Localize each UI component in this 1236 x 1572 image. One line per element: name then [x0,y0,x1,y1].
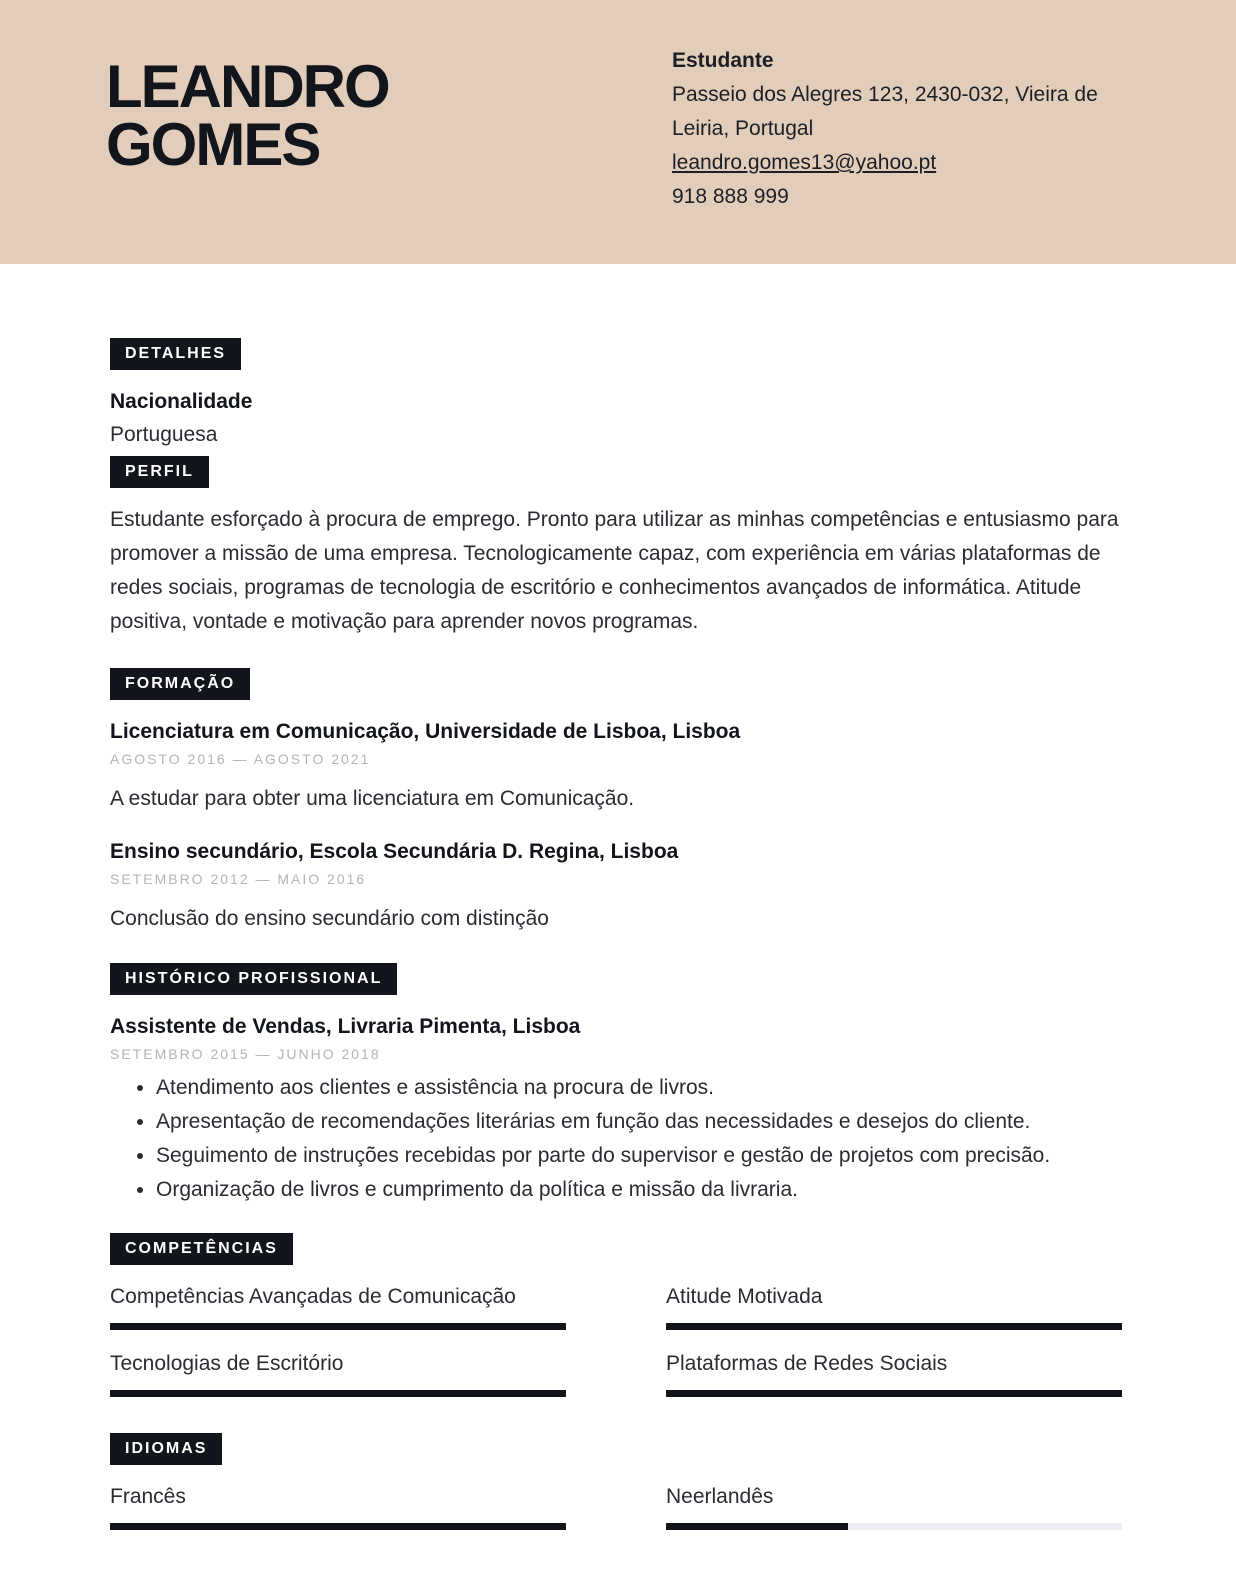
last-name: GOMES [106,111,320,178]
skill-fill [666,1390,1122,1397]
skill-name: Plataformas de Redes Sociais [666,1352,948,1375]
language-fill [110,1523,566,1530]
resume-body [110,338,1122,1530]
education-item [110,836,1122,936]
skills-section [110,1233,1122,1397]
list-item: • Apresentação de recomendações literárias em função das necessidades e desejos do cliente. [156,1105,1122,1139]
skill-name: Competências Avançadas de Comunicação [110,1285,516,1308]
list-item: • Organização de livros e cumprimento da política e missão da livraria. [156,1173,1122,1207]
job-title: Estudante [672,49,774,72]
skill-bar [110,1390,566,1397]
language-name: Francês [110,1485,186,1508]
language-name: Neerlandês [666,1485,774,1508]
skill-bar [110,1323,566,1330]
details-label: DETALHES [110,338,241,370]
employment-section [110,963,1122,1207]
skill-bar [666,1323,1122,1330]
profile-section [110,456,1122,639]
education-dates: SETEMBRO 2012 — MAIO 2016 [110,871,367,887]
education-label: FORMAÇÃO [110,668,250,700]
list-item: • Seguimento de instruções recebidas por parte do supervisor e gestão de projetos com precisão. [156,1139,1122,1173]
skills-grid [110,1281,1122,1397]
candidate-name [106,53,389,178]
skill-fill [666,1323,1122,1330]
employment-bullets [110,1071,1122,1207]
employment-dates: SETEMBRO 2015 — JUNHO 2018 [110,1046,381,1062]
languages-label: IDIOMAS [110,1433,222,1465]
profile-label: PERFIL [110,456,209,488]
language-bar [666,1523,1122,1530]
language-item [110,1481,566,1530]
education-dates: AGOSTO 2016 — AGOSTO 2021 [110,751,371,767]
skill-name: Atitude Motivada [666,1285,823,1308]
first-name: LEANDRO [106,53,389,120]
skill-name: Tecnologias de Escritório [110,1352,344,1375]
nationality-value: Portuguesa [110,423,218,446]
address-line-2: Leiria, Portugal [672,117,814,140]
skill-item [110,1348,566,1397]
skill-bar [666,1390,1122,1397]
skill-item [110,1281,566,1330]
languages-section [110,1433,1122,1530]
contact-block [672,44,1142,214]
skills-label: COMPETÊNCIAS [110,1233,293,1265]
language-bar [110,1523,566,1530]
skill-fill [110,1323,566,1330]
education-heading: Licenciatura em Comunicação, Universidade de Lisboa, Lisboa [110,720,741,743]
education-heading: Ensino secundário, Escola Secundária D. Regina, Lisboa [110,840,679,863]
address-line-1: Passeio dos Alegres 123, 2430-032, Vieira de [672,83,1098,106]
education-item [110,716,1122,816]
profile-text: Estudante esforçado à procura de emprego. Pronto para utilizar as minhas competências e entusiasmo para promover a missão de uma empresa. Tecnologicamente capaz, com experiência em várias plataformas de redes sociais, programas de tecnologia de escritório e conhecimentos avançados de informática. Atitude positiva, vontade e motivação para aprender novos programas. [110,508,1119,633]
header-banner [0,0,1236,264]
employment-heading: Assistente de Vendas, Livraria Pimenta, Lisboa [110,1015,581,1038]
skill-fill [110,1390,566,1397]
skill-item [666,1281,1122,1330]
skill-item [666,1348,1122,1397]
phone-number: 918 888 999 [672,185,789,208]
nationality-label: Nacionalidade [110,390,253,413]
details-section [110,338,1122,452]
language-item [666,1481,1122,1530]
email-link[interactable]: leandro.gomes13@yahoo.pt [672,151,937,174]
language-fill [666,1523,848,1530]
employment-item [110,1011,1122,1207]
languages-grid [110,1481,1122,1530]
education-description: Conclusão do ensino secundário com distinção [110,907,549,930]
employment-label: HISTÓRICO PROFISSIONAL [110,963,397,995]
education-description: A estudar para obter uma licenciatura em Comunicação. [110,787,635,810]
education-section [110,668,1122,936]
list-item: • Atendimento aos clientes e assistência na procura de livros. [156,1071,1122,1105]
